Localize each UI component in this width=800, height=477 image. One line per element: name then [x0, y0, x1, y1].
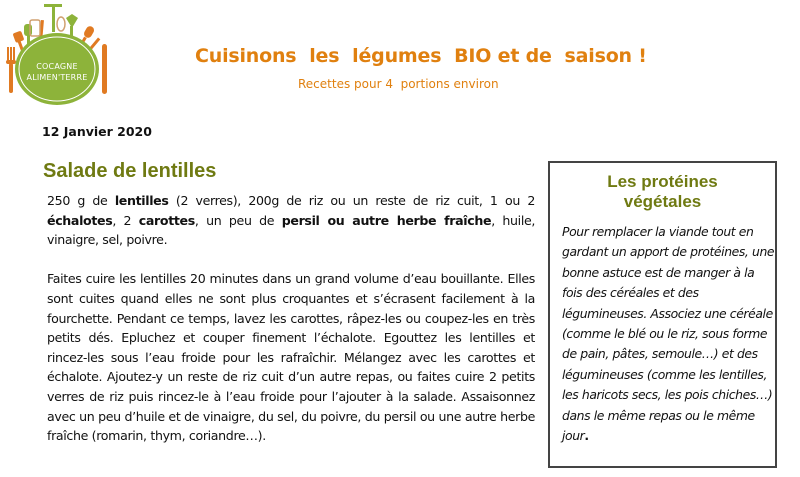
- recipe-body: [47, 191, 535, 446]
- logo-text: [18, 61, 96, 83]
- ingredient-persil: persil ou autre herbe fraîche: [281, 212, 492, 228]
- instructions-paragraph: Faites cuire les lentilles 20 minutes dans un grand volume d’eau bouillante. Elles sont cuites quand elles ne sont plus croquantes et s’écrasent facilement à la fourchette. Pendant ce temps, lavez les carottes, râpez-les ou coupez-les en très petits dés. Epluchez et couper finement l’échalote. Egouttez les lentilles et rincez-les sous l’eau froide pour les rafraîchir. Mélangez avec les carottes et échalote. Ajoutez-y un reste de riz cuit d’un autre repas, ou faites cuire 2 petits verres de riz puis rincez-le à l’eau froide pour l’ajouter à la salade. Assaisonnez avec un peu d’huile et de vinaigre, du sel, du poivre, du persil ou une autre herbe fraîche (romarin, thym, coriandre…).: [47, 271, 535, 444]
- ingredients-text: , un peu de: [194, 212, 282, 228]
- ingredient-lentilles: lentilles: [114, 193, 169, 208]
- proteines-vegetales-box: [548, 161, 777, 468]
- logo-line1: COCAGNE: [36, 62, 78, 71]
- logo-line2: ALIMEN'TERRE: [26, 73, 88, 82]
- sidebox-title-line2: végétales: [623, 192, 702, 211]
- ingredients-text: , huile, vinaigre, sel, poivre.: [47, 212, 536, 248]
- sidebox-paragraph: Pour remplacer la viande tout en gardant un apport de protéines, une bonne astuce est de manger à la fois des céréales et des légumineuses. Associez une céréale (comme le blé ou le riz, sous forme de pain, pâtes, semoule…) et des légumineuses (comme les lentilles, les haricots secs, les pois chiches…) dans le même repas ou le même jour: [562, 224, 775, 444]
- sidebox-title: [550, 172, 775, 212]
- sidebox-text: [562, 222, 776, 446]
- date: 12 Janvier 2020: [42, 124, 152, 139]
- sidebox-period: .: [584, 428, 589, 444]
- ingredient-carottes: carottes: [138, 212, 195, 228]
- recipe-title: Salade de lentilles: [43, 160, 217, 182]
- sidebox-title-line1: Les protéines: [607, 172, 718, 191]
- ingredient-echalotes: échalotes: [47, 212, 113, 228]
- cocagne-alimenterre-logo: [0, 0, 118, 110]
- page-title: Cuisinons les légumes BIO et de saison !: [195, 45, 647, 67]
- ingredients-text: 250 g de: [47, 193, 115, 208]
- page-subtitle: Recettes pour 4 portions environ: [298, 77, 499, 91]
- ingredients-paragraph: [47, 191, 535, 250]
- logo-graphic-icon: [0, 0, 118, 110]
- ingredients-text: (2 verres), 200g de riz ou un reste de riz cuit, 1 ou 2: [168, 193, 535, 208]
- ingredients-text: , 2: [112, 212, 139, 228]
